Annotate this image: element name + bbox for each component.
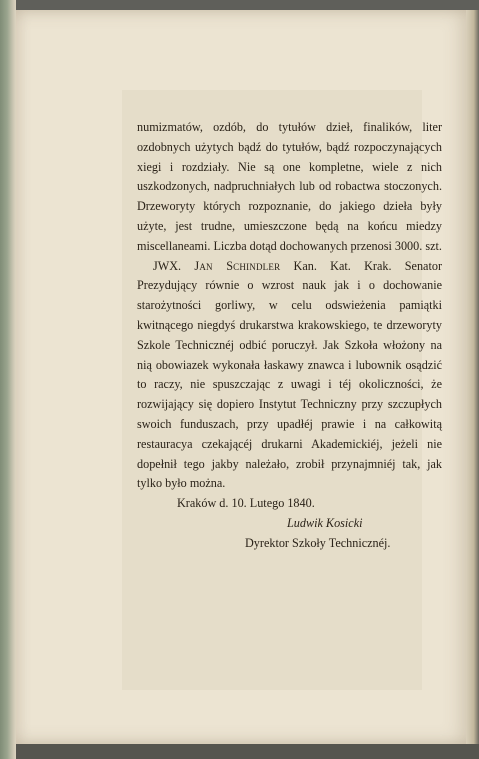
person-name: Jan Schindler <box>194 258 281 273</box>
signature-title: Dyrektor Szkoły Technicznéj. <box>245 535 391 550</box>
page-bottom-shadow <box>16 744 479 759</box>
page-fore-edge <box>466 10 479 749</box>
signature-name: Ludwik Kosicki <box>287 515 363 530</box>
paragraph-2-text: Kan. Kat. Krak. Senator Prezydujący równie o wzrost nauk jak i o dochowanie starożytności gorliwy, w celu odswieżenia pamiątki kwitnącego niegdyś drukarstwa krakowskiego, te drzeworyty Szkole Technicznéj odbić poruczył. Jak Szkoła włożony na nią obowiazek wykonała łaskawy znawca i lubownik osądzić to raczy, nie spuszczając z uwagi i téj okoliczności, że rozwijający się dopiero Instytut Techniczny przy szczupłych swoich funduszach, przy upadłéj prawie i na całkowitą restauracya czekającéj drukarni Akademickiéj, jeżeli nie dopełnił tego jakby należało, zrobił przynajmniéj tak, jak tylko było można. <box>137 258 442 491</box>
paragraph-1: numizmatów, ozdób, do tytułów dzieł, finalików, liter ozdobnych użytych bądź do tytułów, bądź rozpoczynających xiegi i rozdziały. Nie są one kompletne, wiele z nich uszkodzonych, nadpruchniałych lub od robactwa stoczonych. Drzeworyty których rozpoznanie, do jakiego dzieła były użyte, jest trudne, umieszczone będą na końcu miedzy miscellaneami. Liczba dotąd dochowanych przenosi 3000. szt. <box>137 120 442 253</box>
paragraph-2-number: JWX. <box>153 258 182 273</box>
page-text <box>137 118 442 554</box>
book-cover-edge <box>0 0 16 759</box>
place-date: Kraków d. 10. Lutego 1840. <box>177 496 315 511</box>
paragraph-2 <box>137 257 442 495</box>
